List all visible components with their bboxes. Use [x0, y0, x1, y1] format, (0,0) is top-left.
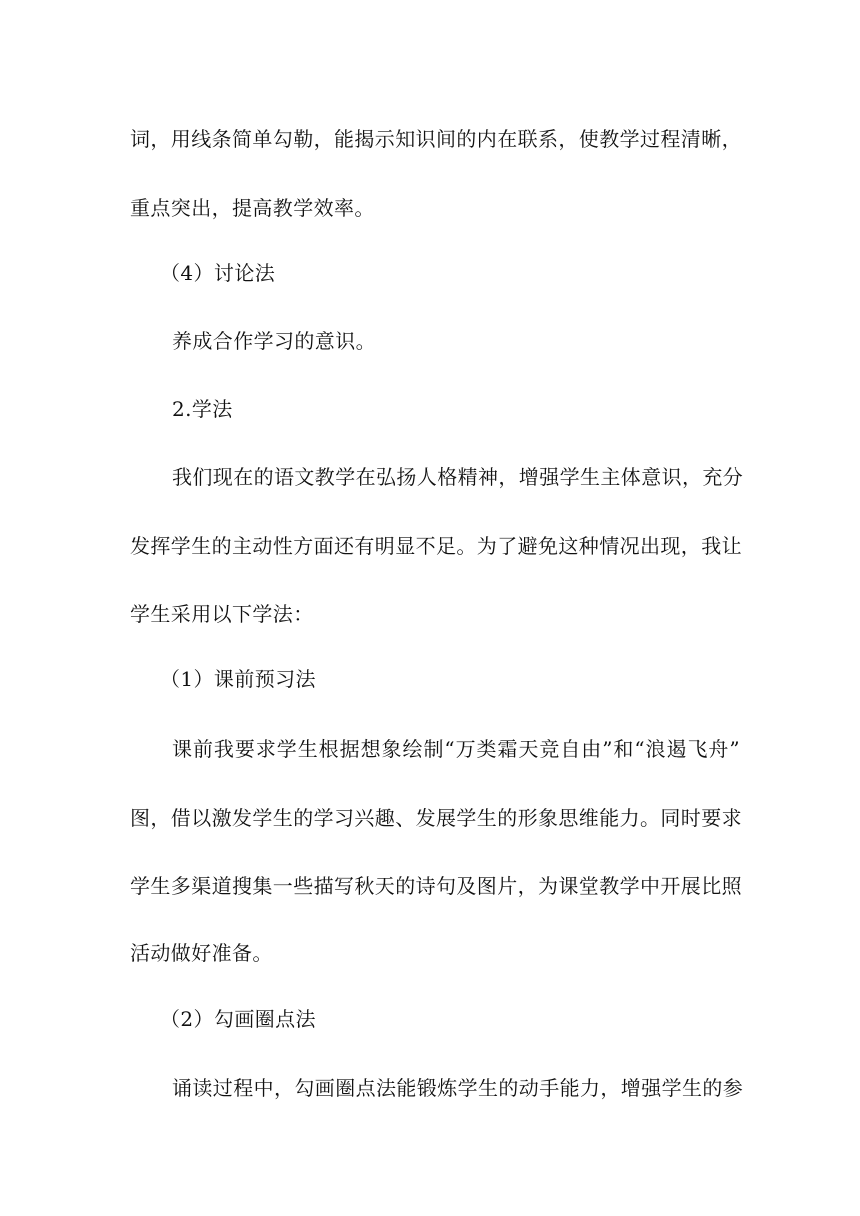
paragraph-line: 学生多渠道搜集一些描写秋天的诗句及图片，为课堂教学中开展比照 [130, 874, 742, 898]
section-heading: （4）讨论法 [160, 261, 276, 285]
paragraph-line: 学生采用以下学法： [130, 602, 314, 626]
paragraph-line: 发挥学生的主动性方面还有明显不足。为了避免这种情况出现，我让 [130, 534, 742, 558]
paragraph-line: 词，用线条简单勾勒，能揭示知识间的内在联系，使教学过程清晰， [130, 127, 742, 151]
paragraph-line: 重点突出，提高教学效率。 [130, 196, 375, 220]
paragraph-line: 养成合作学习的意识。 [172, 329, 376, 353]
paragraph-line: 课前我要求学生根据想象绘制“万类霜天竞自由”和“浪遏飞舟” [172, 737, 740, 761]
section-heading: （1）课前预习法 [160, 667, 316, 691]
paragraph-line: 活动做好准备。 [130, 941, 273, 965]
paragraph-line: 我们现在的语文教学在弘扬人格精神，增强学生主体意识，充分 [172, 465, 744, 489]
paragraph-line: 诵读过程中，勾画圈点法能锻炼学生的动手能力，增强学生的参 [172, 1076, 744, 1100]
section-heading: （2）勾画圈点法 [160, 1007, 316, 1031]
section-heading: 2.学法 [172, 397, 233, 421]
paragraph-line: 图，借以激发学生的学习兴趣、发展学生的形象思维能力。同时要求 [130, 806, 742, 830]
